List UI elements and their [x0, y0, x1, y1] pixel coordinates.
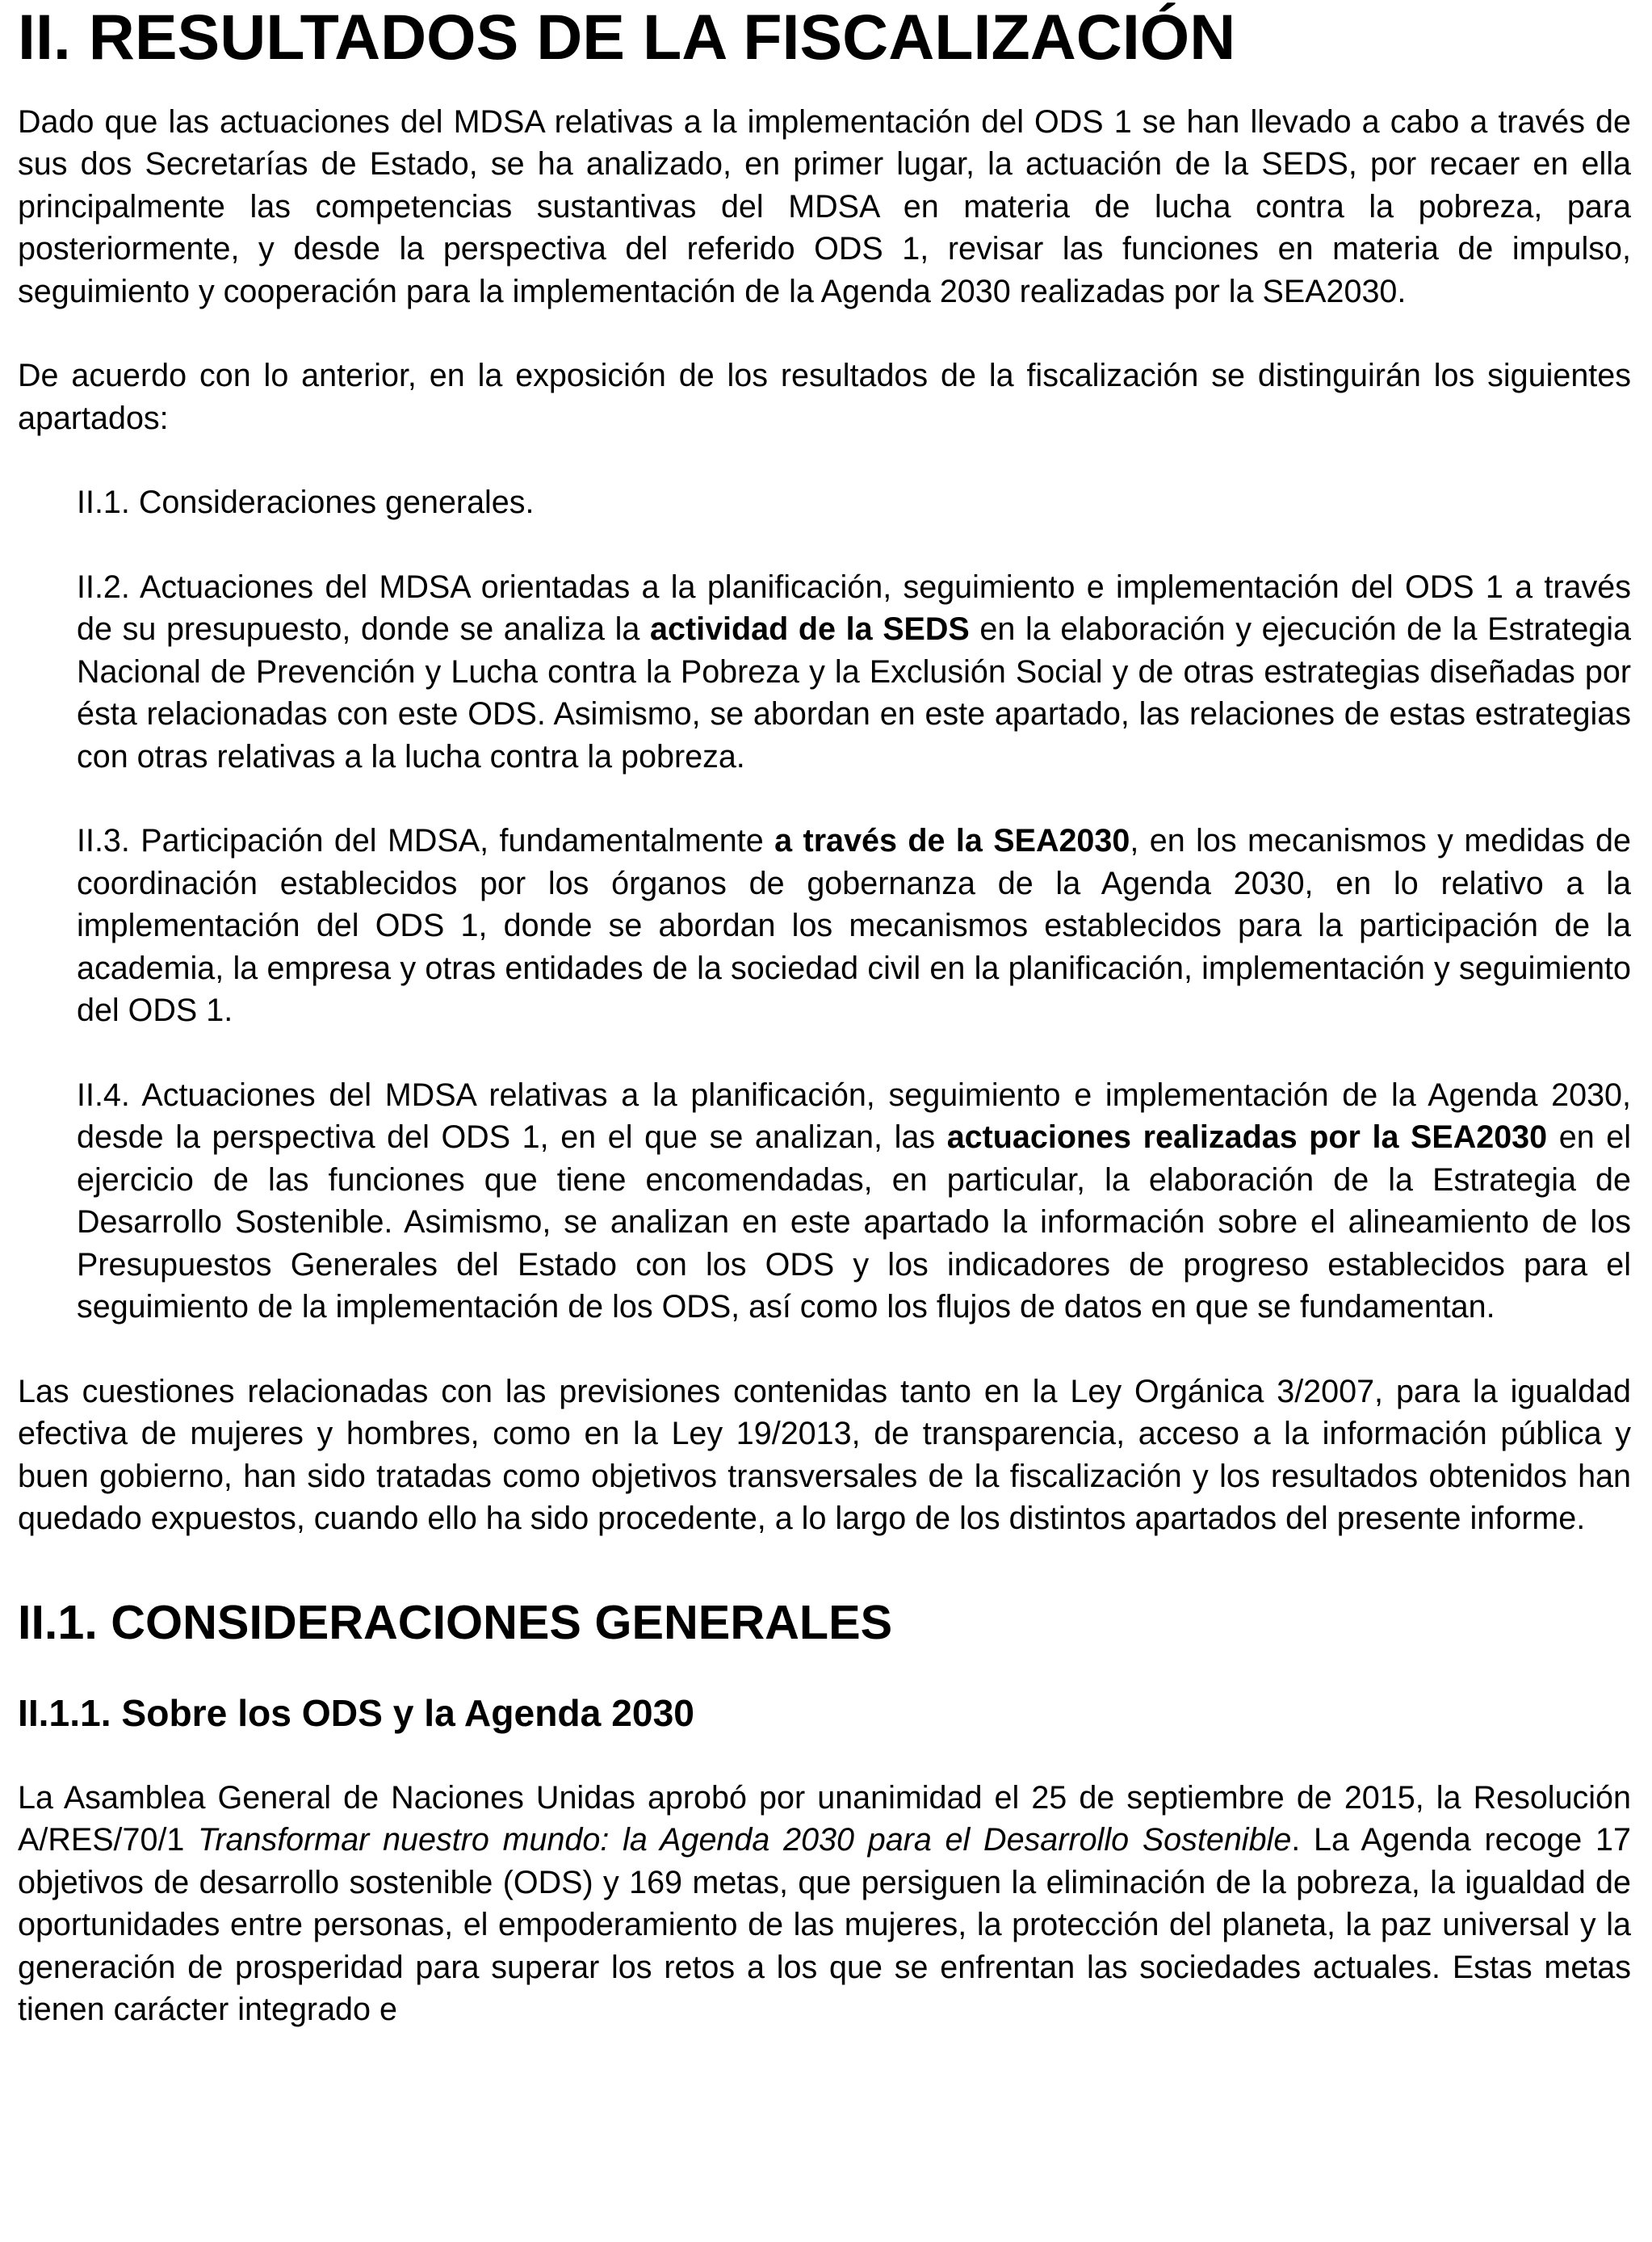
subsubsection-title: II.1.1. Sobre los ODS y la Agenda 2030	[18, 1692, 694, 1734]
list-item-ii2-text-a: II.2. Actuaciones del MDSA orientadas a la planificación, seguimiento e implementación del ODS 1 a través de su presupuesto, donde se analiza la	[77, 569, 1631, 647]
list-item-ii4	[77, 1074, 1631, 1329]
list-item-ii3	[77, 820, 1631, 1032]
agenda-text-a: La Asamblea General de Naciones Unidas aprobó por unanimidad el 25 de septiembre de 2015, la Resolución A/RES/70/1	[18, 1779, 1631, 1858]
list-item-ii4-bold: actuaciones realizadas por la SEA2030	[946, 1119, 1548, 1155]
list-item-ii3-text-c: , en los mecanismos y medidas de coordinación establecidos por los órganos de gobernanza de la Agenda 2030, en lo relativo a la implementación del ODS 1, donde se abordan los mecanismos establecidos para la participación de la academia, la empresa y otras entidades de la sociedad civil en la planificación, implementación y seguimiento del ODS 1.	[77, 823, 1631, 1028]
list-item-ii4-text-c: en el ejercicio de las funciones que tiene encomendadas, en particular, la elaboración de la Estrategia de Desarrollo Sostenible. Asimismo, se analizan en este apartado la información sobre el alineamiento de los Presupuestos Generales del Estado con los ODS y los indicadores de progreso establecidos para el seguimiento de la implementación de los ODS, así como los flujos de datos en que se fundamentan.	[77, 1119, 1631, 1325]
list-item-ii2	[77, 566, 1631, 779]
list-item-ii2-text-c: en la elaboración y ejecución de la Estrategia Nacional de Prevención y Lucha contra la Pobreza y la Exclusión Social y de otras estrategias diseñadas por ésta relacionadas con este ODS. Asimismo, se abordan en este apartado, las relaciones de estas estrategias con otras relativas a la lucha contra la pobreza.	[77, 611, 1631, 775]
list-item-ii1: II.1. Consideraciones generales.	[77, 485, 535, 520]
agenda-text-c: . La Agenda recoge 17 objetivos de desarrollo sostenible (ODS) y 169 metas, que persiguen la eliminación de la pobreza, la igualdad de oportunidades entre personas, el empoderamiento de las mujeres, la protección del planeta, la paz universal y la generación de prosperidad para superar los retos a los que se enfrentan las sociedades actuales. Estas metas tienen carácter integrado e	[18, 1822, 1631, 2027]
subsection-title: II.1. CONSIDERACIONES GENERALES	[18, 1594, 893, 1649]
paragraph-transversal-objectives: Las cuestiones relacionadas con las previsiones contenidas tanto en la Ley Orgánica 3/2007, para la igualdad efectiva de mujeres y hombres, como en la Ley 19/2013, de transparencia, acceso a la información pública y buen gobierno, han sido tratadas como objetivos transversales de la fiscalización y los resultados obtenidos han quedado expuestos, cuando ello ha sido procedente, a lo largo de los distintos apartados del presente informe.	[18, 1373, 1631, 1536]
intro-paragraph-2: De acuerdo con lo anterior, en la exposición de los resultados de la fiscalización se distinguirán los siguientes apartados:	[18, 358, 1631, 436]
paragraph-agenda-2030	[18, 1777, 1631, 2031]
list-item-ii3-text-a: II.3. Participación del MDSA, fundamentalmente	[77, 823, 775, 859]
document-page	[18, 1, 1631, 2031]
agenda-resolution-title: Transformar nuestro mundo: la Agenda 2030 para el Desarrollo Sostenible	[198, 1822, 1292, 1858]
section-title: II. RESULTADOS DE LA FISCALIZACIÓN	[18, 1, 1236, 73]
list-item-ii4-text-a: II.4. Actuaciones del MDSA relativas a la planificación, seguimiento e implementación de la Agenda 2030, desde la perspectiva del ODS 1, en el que se analizan, las	[77, 1077, 1631, 1155]
list-item-ii2-bold: actividad de la SEDS	[650, 611, 970, 647]
intro-paragraph-1: Dado que las actuaciones del MDSA relativas a la implementación del ODS 1 se han llevado a cabo a través de sus dos Secretarías de Estado, se ha analizado, en primer lugar, la actuación de la SEDS, por recaer en ella principalmente las competencias sustantivas del MDSA en materia de lucha contra la pobreza, para posteriormente, y desde la perspectiva del referido ODS 1, revisar las funciones en materia de impulso, seguimiento y cooperación para la implementación de la Agenda 2030 realizadas por la SEA2030.	[18, 103, 1631, 309]
list-item-ii3-bold: a través de la SEA2030	[774, 823, 1130, 859]
